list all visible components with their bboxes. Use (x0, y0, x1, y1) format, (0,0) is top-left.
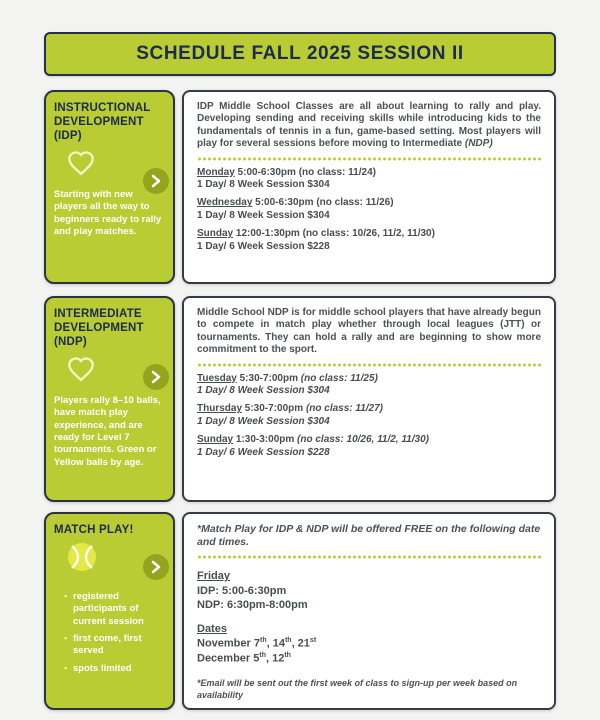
schedule-detail: 1 Day/ 6 Week Session $228 (197, 240, 330, 252)
idp-right-card (182, 90, 556, 284)
bullet-item: • registered participants of current session (64, 591, 165, 628)
idp-left-card (44, 90, 175, 284)
schedule-note: (no class: 11/25) (300, 372, 378, 384)
date-line: December 5th, 12th (197, 652, 291, 666)
schedule-detail: 1 Day/ 8 Week Session $304 (197, 415, 330, 427)
schedule-note: (no class: 10/26, 11/2, 11/30) (302, 228, 435, 240)
section-idp (44, 90, 556, 284)
schedule-note: (no class: 11/24) (298, 166, 376, 178)
chevron-right-button[interactable] (143, 364, 169, 390)
schedule-day: Monday (197, 166, 235, 178)
chevron-right-icon (151, 560, 161, 574)
ndp-description: Players rally 8–10 balls, have match play experience, and are ready for Level 7 tournaments. Green or Yellow balls by age. (54, 395, 161, 468)
schedule-day: Wednesday (197, 197, 253, 209)
schedule-line (197, 167, 541, 179)
dates-label: Dates (197, 623, 227, 636)
idp-title: INSTRUCTIONAL DEVELOPMENT (IDP) (54, 102, 151, 143)
schedule-entry (197, 167, 541, 192)
match-play-bullet-list (54, 591, 165, 675)
friday-label: Friday (197, 570, 231, 583)
schedule-detail: 1 Day/ 8 Week Session $304 (197, 178, 330, 190)
chevron-right-icon (151, 370, 161, 384)
schedule-line (197, 228, 541, 240)
bullet-item: • first come, first served (64, 633, 165, 658)
schedule-time: 1:30-3:00pm (233, 434, 298, 446)
ndp-left-card (44, 296, 175, 502)
schedule-line (197, 403, 541, 415)
dotted-divider (197, 555, 541, 559)
idp-paragraph (197, 101, 541, 151)
email-footnote: *Email will be sent out the first week of class to sign-up per week based on availability (197, 678, 518, 701)
schedule-day: Tuesday (197, 372, 237, 384)
schedule-day: Thursday (197, 403, 243, 415)
dates-block (197, 622, 541, 666)
ndp-title: INTERMEDIATE DEVELOPMENT (NDP) (54, 308, 144, 349)
schedule-note: (no class: 10/26, 11/2, 11/30) (297, 434, 429, 446)
schedule-detail: 1 Day/ 8 Week Session $304 (197, 209, 330, 221)
page-title: SCHEDULE FALL 2025 SESSION II (136, 43, 464, 64)
match-play-right-card (182, 512, 556, 710)
idp-paragraph-em: (NDP) (464, 138, 493, 150)
schedule-time: 12:00-1:30pm (233, 228, 303, 240)
schedule-line (197, 434, 541, 446)
ndp-right-card (182, 296, 556, 502)
schedule-time: 5:30-7:00pm (242, 403, 306, 415)
section-ndp (44, 296, 556, 502)
tennis-ball-icon (66, 541, 98, 578)
chevron-right-button[interactable] (143, 168, 169, 194)
match-play-left-card (44, 512, 175, 710)
schedule-entry (197, 403, 541, 428)
schedule-day: Sunday (197, 228, 234, 240)
schedule-time: 5:30-7:00pm (236, 372, 301, 384)
friday-block (197, 569, 541, 612)
idp-description: Starting with new players all the way to beginners ready to rally and play matches. (54, 189, 162, 238)
dotted-divider (197, 157, 541, 161)
friday-line: NDP: 6:30pm-8:00pm (197, 598, 308, 611)
match-play-title: MATCH PLAY! (54, 524, 134, 536)
header-banner (44, 32, 556, 76)
dotted-divider (197, 363, 541, 367)
ndp-paragraph: Middle School NDP is for middle school players that have already begun to compete in match play whether through local leagues (JTT) or tournaments. They can hold a rally and are beginning to show more commitment to the sport. (197, 307, 541, 356)
schedule-entry (197, 228, 541, 253)
chevron-right-icon (151, 174, 161, 188)
chevron-right-button[interactable] (143, 554, 169, 580)
schedule-note: (no class: 11/27) (305, 403, 384, 415)
schedule-entry (197, 373, 541, 398)
date-line: November 7th, 14th, 21st (197, 637, 317, 651)
idp-paragraph-text: IDP Middle School Classes are all about learning to rally and play. Developing sending and receiving skills while introducing kids to the fundamentals of tennis in a fun, game-based setting. Most players will play for several sessions before moving to Intermediate (197, 101, 541, 150)
section-match-play (44, 512, 556, 710)
schedule-note: (no class: 11/26) (316, 197, 394, 209)
bullet-item: • spots limited (64, 663, 165, 675)
schedule-entry (197, 434, 541, 459)
heart-icon (66, 149, 96, 182)
schedule-detail: 1 Day/ 8 Week Session $304 (197, 384, 330, 396)
schedule-time: 5:00-6:30pm (234, 166, 299, 178)
match-play-intro: *Match Play for IDP & NDP will be offered FREE on the following date and times. (197, 523, 541, 549)
friday-line: IDP: 5:00-6:30pm (197, 584, 287, 597)
schedule-entry (197, 197, 541, 222)
schedule-detail: 1 Day/ 6 Week Session $228 (197, 446, 330, 458)
schedule-day: Sunday (197, 434, 234, 446)
schedule-line (197, 197, 541, 209)
schedule-time: 5:00-6:30pm (252, 197, 317, 209)
heart-icon (66, 355, 96, 388)
schedule-line (197, 373, 541, 385)
